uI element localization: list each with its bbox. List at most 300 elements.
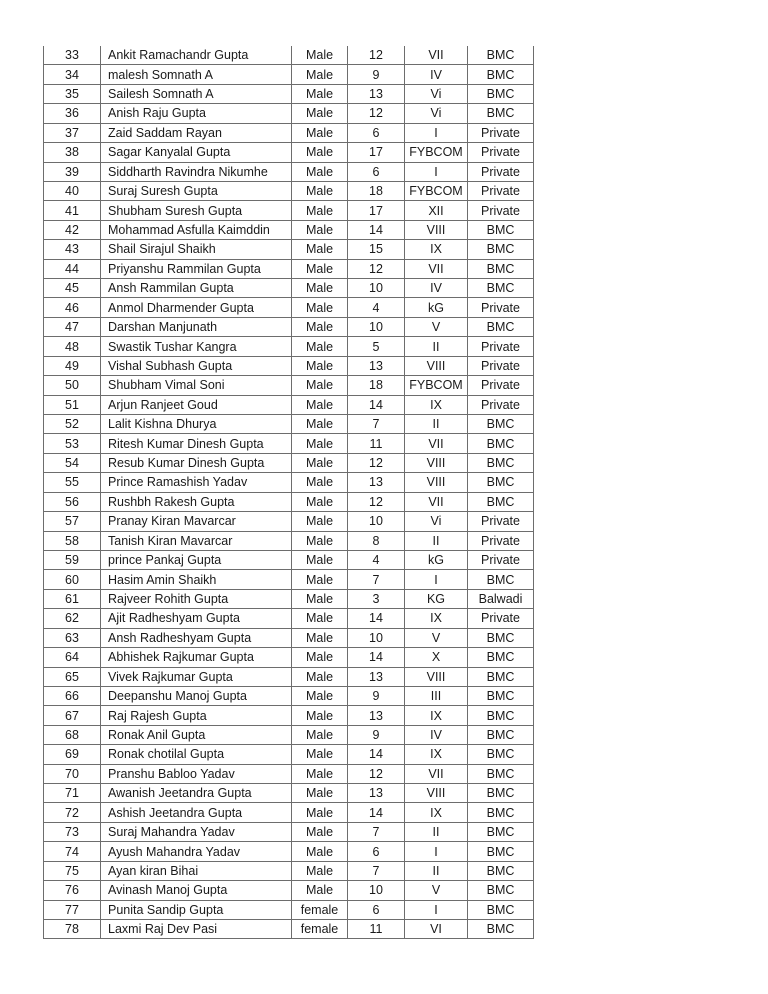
- table-row: [44, 162, 534, 181]
- gender-cell: Male: [292, 298, 348, 317]
- age-cell: 7: [348, 822, 405, 841]
- name-cell: Abhishek Rajkumar Gupta: [101, 648, 292, 667]
- standard-cell: kG: [405, 550, 468, 569]
- table-row: [44, 842, 534, 861]
- gender-cell: Male: [292, 240, 348, 259]
- serial-number-cell: 51: [44, 395, 101, 414]
- serial-number-cell: 53: [44, 434, 101, 453]
- serial-number-cell: 50: [44, 376, 101, 395]
- age-cell: 4: [348, 550, 405, 569]
- name-cell: Ayush Mahandra Yadav: [101, 842, 292, 861]
- name-cell: Siddharth Ravindra Nikumhe: [101, 162, 292, 181]
- table-row: [44, 686, 534, 705]
- name-cell: Anmol Dharmender Gupta: [101, 298, 292, 317]
- table-row: [44, 220, 534, 239]
- table-row: [44, 764, 534, 783]
- name-cell: Suraj Suresh Gupta: [101, 181, 292, 200]
- gender-cell: Male: [292, 550, 348, 569]
- school-cell: BMC: [468, 240, 534, 259]
- age-cell: 14: [348, 803, 405, 822]
- school-cell: BMC: [468, 46, 534, 65]
- serial-number-cell: 62: [44, 609, 101, 628]
- name-cell: Prince Ramashish Yadav: [101, 473, 292, 492]
- age-cell: 14: [348, 220, 405, 239]
- age-cell: 17: [348, 143, 405, 162]
- standard-cell: VIII: [405, 453, 468, 472]
- school-cell: Private: [468, 531, 534, 550]
- serial-number-cell: 33: [44, 46, 101, 65]
- serial-number-cell: 55: [44, 473, 101, 492]
- standard-cell: I: [405, 162, 468, 181]
- gender-cell: Male: [292, 356, 348, 375]
- school-cell: Private: [468, 337, 534, 356]
- serial-number-cell: 46: [44, 298, 101, 317]
- age-cell: 13: [348, 473, 405, 492]
- name-cell: malesh Somnath A: [101, 65, 292, 84]
- gender-cell: Male: [292, 648, 348, 667]
- table-row: [44, 337, 534, 356]
- school-cell: BMC: [468, 492, 534, 511]
- standard-cell: VII: [405, 434, 468, 453]
- table-row: [44, 861, 534, 880]
- age-cell: 10: [348, 512, 405, 531]
- name-cell: Rushbh Rakesh Gupta: [101, 492, 292, 511]
- age-cell: 13: [348, 784, 405, 803]
- serial-number-cell: 57: [44, 512, 101, 531]
- gender-cell: female: [292, 900, 348, 919]
- age-cell: 5: [348, 337, 405, 356]
- table-row: [44, 434, 534, 453]
- gender-cell: Male: [292, 143, 348, 162]
- serial-number-cell: 64: [44, 648, 101, 667]
- serial-number-cell: 77: [44, 900, 101, 919]
- table-row: [44, 65, 534, 84]
- name-cell: Rajveer Rohith Gupta: [101, 589, 292, 608]
- gender-cell: Male: [292, 434, 348, 453]
- standard-cell: VIII: [405, 356, 468, 375]
- age-cell: 13: [348, 667, 405, 686]
- serial-number-cell: 58: [44, 531, 101, 550]
- school-cell: Private: [468, 550, 534, 569]
- name-cell: Pranshu Babloo Yadav: [101, 764, 292, 783]
- serial-number-cell: 47: [44, 317, 101, 336]
- table-row: [44, 395, 534, 414]
- age-cell: 14: [348, 648, 405, 667]
- school-cell: BMC: [468, 667, 534, 686]
- table-row: [44, 123, 534, 142]
- table-row: [44, 492, 534, 511]
- gender-cell: Male: [292, 492, 348, 511]
- school-cell: BMC: [468, 686, 534, 705]
- serial-number-cell: 70: [44, 764, 101, 783]
- table-row: [44, 628, 534, 647]
- school-cell: Private: [468, 609, 534, 628]
- name-cell: Ajit Radheshyam Gupta: [101, 609, 292, 628]
- school-cell: Private: [468, 356, 534, 375]
- age-cell: 12: [348, 46, 405, 65]
- table-row: [44, 706, 534, 725]
- table-row: [44, 570, 534, 589]
- standard-cell: VII: [405, 46, 468, 65]
- standard-cell: IV: [405, 725, 468, 744]
- standard-cell: V: [405, 628, 468, 647]
- name-cell: Awanish Jeetandra Gupta: [101, 784, 292, 803]
- standard-cell: FYBCOM: [405, 143, 468, 162]
- age-cell: 12: [348, 259, 405, 278]
- school-cell: BMC: [468, 725, 534, 744]
- standard-cell: IX: [405, 395, 468, 414]
- gender-cell: Male: [292, 473, 348, 492]
- table-row: [44, 415, 534, 434]
- gender-cell: Male: [292, 822, 348, 841]
- standard-cell: IV: [405, 279, 468, 298]
- gender-cell: Male: [292, 706, 348, 725]
- gender-cell: female: [292, 919, 348, 938]
- standard-cell: III: [405, 686, 468, 705]
- standard-cell: kG: [405, 298, 468, 317]
- table-row: [44, 667, 534, 686]
- age-cell: 12: [348, 104, 405, 123]
- standard-cell: II: [405, 531, 468, 550]
- gender-cell: Male: [292, 686, 348, 705]
- serial-number-cell: 40: [44, 181, 101, 200]
- name-cell: Tanish Kiran Mavarcar: [101, 531, 292, 550]
- gender-cell: Male: [292, 279, 348, 298]
- age-cell: 12: [348, 764, 405, 783]
- standard-cell: V: [405, 317, 468, 336]
- table-row: [44, 803, 534, 822]
- gender-cell: Male: [292, 725, 348, 744]
- name-cell: Anish Raju Gupta: [101, 104, 292, 123]
- gender-cell: Male: [292, 570, 348, 589]
- standard-cell: I: [405, 842, 468, 861]
- gender-cell: Male: [292, 415, 348, 434]
- serial-number-cell: 35: [44, 84, 101, 103]
- name-cell: Ronak Anil Gupta: [101, 725, 292, 744]
- standard-cell: VIII: [405, 667, 468, 686]
- standard-cell: I: [405, 900, 468, 919]
- school-cell: BMC: [468, 919, 534, 938]
- serial-number-cell: 37: [44, 123, 101, 142]
- standard-cell: VII: [405, 764, 468, 783]
- serial-number-cell: 34: [44, 65, 101, 84]
- gender-cell: Male: [292, 123, 348, 142]
- serial-number-cell: 41: [44, 201, 101, 220]
- age-cell: 9: [348, 686, 405, 705]
- table-row: [44, 822, 534, 841]
- standard-cell: IX: [405, 240, 468, 259]
- table-row: [44, 240, 534, 259]
- school-cell: Private: [468, 123, 534, 142]
- table-row: [44, 531, 534, 550]
- standard-cell: II: [405, 337, 468, 356]
- gender-cell: Male: [292, 589, 348, 608]
- gender-cell: Male: [292, 842, 348, 861]
- table-row: [44, 317, 534, 336]
- table-row: [44, 46, 534, 65]
- serial-number-cell: 44: [44, 259, 101, 278]
- gender-cell: Male: [292, 395, 348, 414]
- gender-cell: Male: [292, 609, 348, 628]
- gender-cell: Male: [292, 376, 348, 395]
- serial-number-cell: 76: [44, 881, 101, 900]
- age-cell: 13: [348, 356, 405, 375]
- gender-cell: Male: [292, 162, 348, 181]
- school-cell: BMC: [468, 842, 534, 861]
- serial-number-cell: 67: [44, 706, 101, 725]
- age-cell: 6: [348, 900, 405, 919]
- name-cell: Laxmi Raj Dev Pasi: [101, 919, 292, 938]
- school-cell: BMC: [468, 220, 534, 239]
- serial-number-cell: 78: [44, 919, 101, 938]
- table-row: [44, 143, 534, 162]
- gender-cell: Male: [292, 259, 348, 278]
- name-cell: Ashish Jeetandra Gupta: [101, 803, 292, 822]
- name-cell: Ansh Radheshyam Gupta: [101, 628, 292, 647]
- table-row: [44, 725, 534, 744]
- age-cell: 9: [348, 65, 405, 84]
- serial-number-cell: 72: [44, 803, 101, 822]
- table-row: [44, 900, 534, 919]
- school-cell: BMC: [468, 104, 534, 123]
- name-cell: Swastik Tushar Kangra: [101, 337, 292, 356]
- table-row: [44, 550, 534, 569]
- gender-cell: Male: [292, 104, 348, 123]
- name-cell: Shubham Vimal Soni: [101, 376, 292, 395]
- school-cell: BMC: [468, 317, 534, 336]
- name-cell: Mohammad Asfulla Kaimddin: [101, 220, 292, 239]
- standard-cell: Vi: [405, 84, 468, 103]
- school-cell: BMC: [468, 628, 534, 647]
- serial-number-cell: 49: [44, 356, 101, 375]
- table-row: [44, 201, 534, 220]
- standard-cell: VIII: [405, 220, 468, 239]
- age-cell: 10: [348, 317, 405, 336]
- school-cell: Private: [468, 376, 534, 395]
- student-table-body: [44, 46, 534, 939]
- table-row: [44, 881, 534, 900]
- school-cell: BMC: [468, 764, 534, 783]
- school-cell: BMC: [468, 84, 534, 103]
- name-cell: Suraj Mahandra Yadav: [101, 822, 292, 841]
- standard-cell: II: [405, 861, 468, 880]
- table-row: [44, 919, 534, 938]
- age-cell: 11: [348, 434, 405, 453]
- name-cell: Sailesh Somnath A: [101, 84, 292, 103]
- serial-number-cell: 75: [44, 861, 101, 880]
- gender-cell: Male: [292, 84, 348, 103]
- school-cell: BMC: [468, 861, 534, 880]
- school-cell: Balwadi: [468, 589, 534, 608]
- standard-cell: X: [405, 648, 468, 667]
- serial-number-cell: 69: [44, 745, 101, 764]
- age-cell: 6: [348, 842, 405, 861]
- table-row: [44, 589, 534, 608]
- serial-number-cell: 38: [44, 143, 101, 162]
- school-cell: BMC: [468, 570, 534, 589]
- gender-cell: Male: [292, 201, 348, 220]
- serial-number-cell: 59: [44, 550, 101, 569]
- serial-number-cell: 56: [44, 492, 101, 511]
- standard-cell: IV: [405, 65, 468, 84]
- serial-number-cell: 74: [44, 842, 101, 861]
- gender-cell: Male: [292, 65, 348, 84]
- name-cell: prince Pankaj Gupta: [101, 550, 292, 569]
- age-cell: 7: [348, 861, 405, 880]
- school-cell: BMC: [468, 900, 534, 919]
- table-row: [44, 648, 534, 667]
- age-cell: 17: [348, 201, 405, 220]
- serial-number-cell: 63: [44, 628, 101, 647]
- school-cell: BMC: [468, 803, 534, 822]
- school-cell: BMC: [468, 453, 534, 472]
- school-cell: BMC: [468, 434, 534, 453]
- gender-cell: Male: [292, 861, 348, 880]
- table-row: [44, 181, 534, 200]
- standard-cell: IX: [405, 745, 468, 764]
- school-cell: BMC: [468, 648, 534, 667]
- school-cell: Private: [468, 162, 534, 181]
- gender-cell: Male: [292, 531, 348, 550]
- standard-cell: VII: [405, 492, 468, 511]
- school-cell: BMC: [468, 881, 534, 900]
- school-cell: Private: [468, 395, 534, 414]
- table-row: [44, 356, 534, 375]
- table-row: [44, 745, 534, 764]
- serial-number-cell: 52: [44, 415, 101, 434]
- name-cell: Shail Sirajul Shaikh: [101, 240, 292, 259]
- standard-cell: I: [405, 123, 468, 142]
- age-cell: 13: [348, 84, 405, 103]
- standard-cell: II: [405, 415, 468, 434]
- gender-cell: Male: [292, 317, 348, 336]
- age-cell: 6: [348, 162, 405, 181]
- school-cell: BMC: [468, 706, 534, 725]
- age-cell: 7: [348, 570, 405, 589]
- name-cell: Pranay Kiran Mavarcar: [101, 512, 292, 531]
- school-cell: BMC: [468, 279, 534, 298]
- table-row: [44, 609, 534, 628]
- age-cell: 15: [348, 240, 405, 259]
- school-cell: Private: [468, 181, 534, 200]
- age-cell: 4: [348, 298, 405, 317]
- standard-cell: VI: [405, 919, 468, 938]
- school-cell: BMC: [468, 745, 534, 764]
- serial-number-cell: 71: [44, 784, 101, 803]
- serial-number-cell: 43: [44, 240, 101, 259]
- gender-cell: Male: [292, 181, 348, 200]
- name-cell: Vivek Rajkumar Gupta: [101, 667, 292, 686]
- gender-cell: Male: [292, 784, 348, 803]
- name-cell: Ayan kiran Bihai: [101, 861, 292, 880]
- name-cell: Arjun Ranjeet Goud: [101, 395, 292, 414]
- age-cell: 18: [348, 376, 405, 395]
- age-cell: 12: [348, 492, 405, 511]
- age-cell: 18: [348, 181, 405, 200]
- standard-cell: VIII: [405, 784, 468, 803]
- school-cell: BMC: [468, 473, 534, 492]
- serial-number-cell: 60: [44, 570, 101, 589]
- age-cell: 14: [348, 609, 405, 628]
- gender-cell: Male: [292, 453, 348, 472]
- table-row: [44, 259, 534, 278]
- student-table: [43, 46, 534, 939]
- name-cell: Avinash Manoj Gupta: [101, 881, 292, 900]
- name-cell: Raj Rajesh Gupta: [101, 706, 292, 725]
- name-cell: Punita Sandip Gupta: [101, 900, 292, 919]
- name-cell: Zaid Saddam Rayan: [101, 123, 292, 142]
- table-row: [44, 104, 534, 123]
- age-cell: 10: [348, 628, 405, 647]
- table-row: [44, 784, 534, 803]
- table-row: [44, 298, 534, 317]
- name-cell: Deepanshu Manoj Gupta: [101, 686, 292, 705]
- standard-cell: VIII: [405, 473, 468, 492]
- serial-number-cell: 66: [44, 686, 101, 705]
- age-cell: 13: [348, 706, 405, 725]
- serial-number-cell: 73: [44, 822, 101, 841]
- serial-number-cell: 65: [44, 667, 101, 686]
- school-cell: Private: [468, 143, 534, 162]
- gender-cell: Male: [292, 881, 348, 900]
- age-cell: 12: [348, 453, 405, 472]
- age-cell: 3: [348, 589, 405, 608]
- standard-cell: IX: [405, 706, 468, 725]
- standard-cell: Vi: [405, 104, 468, 123]
- gender-cell: Male: [292, 745, 348, 764]
- serial-number-cell: 61: [44, 589, 101, 608]
- school-cell: BMC: [468, 415, 534, 434]
- age-cell: 6: [348, 123, 405, 142]
- serial-number-cell: 68: [44, 725, 101, 744]
- table-row: [44, 84, 534, 103]
- table-row: [44, 473, 534, 492]
- standard-cell: KG: [405, 589, 468, 608]
- gender-cell: Male: [292, 512, 348, 531]
- age-cell: 9: [348, 725, 405, 744]
- school-cell: Private: [468, 298, 534, 317]
- school-cell: Private: [468, 201, 534, 220]
- standard-cell: VII: [405, 259, 468, 278]
- standard-cell: IX: [405, 803, 468, 822]
- name-cell: Vishal Subhash Gupta: [101, 356, 292, 375]
- serial-number-cell: 54: [44, 453, 101, 472]
- school-cell: BMC: [468, 784, 534, 803]
- gender-cell: Male: [292, 803, 348, 822]
- gender-cell: Male: [292, 764, 348, 783]
- age-cell: 11: [348, 919, 405, 938]
- name-cell: Ankit Ramachandr Gupta: [101, 46, 292, 65]
- standard-cell: FYBCOM: [405, 181, 468, 200]
- school-cell: BMC: [468, 822, 534, 841]
- gender-cell: Male: [292, 337, 348, 356]
- age-cell: 14: [348, 745, 405, 764]
- name-cell: Resub Kumar Dinesh Gupta: [101, 453, 292, 472]
- gender-cell: Male: [292, 628, 348, 647]
- standard-cell: IX: [405, 609, 468, 628]
- standard-cell: Vi: [405, 512, 468, 531]
- name-cell: Ritesh Kumar Dinesh Gupta: [101, 434, 292, 453]
- gender-cell: Male: [292, 46, 348, 65]
- serial-number-cell: 45: [44, 279, 101, 298]
- name-cell: Ronak chotilal Gupta: [101, 745, 292, 764]
- age-cell: 10: [348, 279, 405, 298]
- serial-number-cell: 39: [44, 162, 101, 181]
- name-cell: Hasim Amin Shaikh: [101, 570, 292, 589]
- age-cell: 8: [348, 531, 405, 550]
- gender-cell: Male: [292, 667, 348, 686]
- age-cell: 10: [348, 881, 405, 900]
